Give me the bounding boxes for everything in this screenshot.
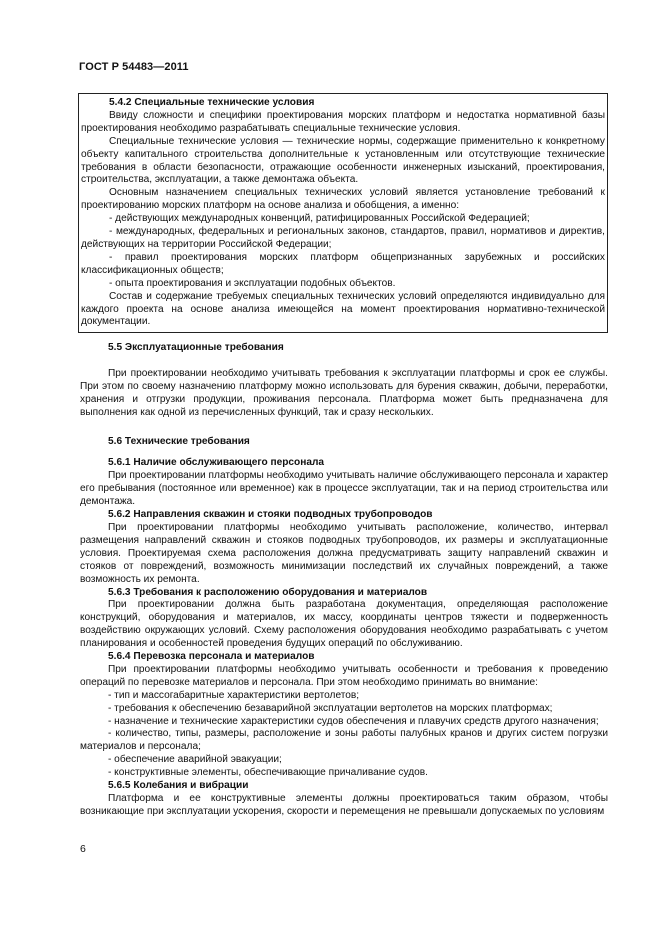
- paragraph: При проектировании платформы необходимо учитывать наличие обслуживающего персонала и характер его пребывания (постоянное или временное) как в процессе эксплуатации, так и на период строительства или демонтажа.: [80, 470, 608, 508]
- section-heading: 5.6.3 Требования к расположению оборудования и материалов: [108, 586, 428, 598]
- page-number: 6: [80, 843, 86, 855]
- paragraph: При проектировании должна быть разработана документация, определяющая расположение конструкций, оборудования и материалов, их массу, координаты центров тяжести и подверженность воздействию окружающих условий. Схему расположения оборудования необходимо разрабатывать с учетом планирования и особенностей проведения будущих операций по обслуживанию.: [80, 599, 608, 650]
- main-text: [80, 342, 608, 819]
- section-heading: 5.6.4 Перевозка персонала и материалов: [108, 651, 315, 663]
- list-item: - количество, типы, размеры, расположение и зоны работы палубных кранов и других систем погрузки материалов и персонала;: [80, 728, 608, 753]
- section-heading: 5.4.2 Специальные технические условия: [109, 97, 315, 108]
- list-item: - назначение и технические характеристики судов обеспечения и плавучих средств другого назначения;: [108, 715, 599, 727]
- list-item: - обеспечение аварийной эвакуации;: [108, 754, 282, 766]
- paragraph: Платформа и ее конструктивные элементы должны проектироваться таким образом, чтобы возникающие при эксплуатации ускорения, скорости и перемещения не превышали допускаемых по условиям: [80, 793, 608, 817]
- amendment-box-section-5-4-2: [78, 93, 608, 333]
- list-item: - правил проектирования морских платформ общепризнанных зарубежных и российских классификационных обществ;: [81, 251, 605, 276]
- paragraph: Состав и содержание требуемых специальных технических условий определяются индивидуально для каждого проекта на основе анализа имеющейся на момент проектирования нормативно-технической документации.: [81, 290, 605, 328]
- paragraph: Основным назначением специальных технических условий является установление требований к проектированию морских платформ на основе анализа и обобщения, а именно:: [81, 187, 605, 212]
- document-id-header: ГОСТ Р 54483—2011: [79, 61, 189, 73]
- section-heading: 5.6.2 Направления скважин и стояки подводных трубопроводов: [108, 509, 433, 521]
- section-heading: 5.6.1 Наличие обслуживающего персонала: [108, 457, 325, 469]
- section-heading: 5.6.5 Колебания и вибрации: [108, 780, 249, 792]
- section-heading: 5.6 Технические требования: [108, 435, 250, 447]
- list-item: - опыта проектирования и эксплуатации подобных объектов.: [109, 277, 396, 289]
- section-heading: 5.5 Эксплуатационные требования: [108, 342, 284, 353]
- list-item: - требования к обеспечению безаварийной эксплуатации вертолетов на морских платформах;: [108, 702, 553, 714]
- list-item: - действующих международных конвенций, ратифицированных Российской Федерацией;: [109, 213, 530, 225]
- list-item: - тип и массогабаритные характеристики вертолетов;: [108, 689, 360, 701]
- list-item: - международных, федеральных и региональных законов, стандартов, правил, нормативов и директив, действующих на территории Российской Федерации;: [81, 226, 605, 250]
- list-item: - конструктивные элементы, обеспечивающие причаливание судов.: [108, 767, 428, 779]
- paragraph: При проектировании платформы необходимо учитывать особенности и требования к проведению операций по перевозке материалов и персонала. При этом необходимо принимать во внимание:: [80, 663, 608, 688]
- paragraph: Ввиду сложности и специфики проектирования морских платформ и недостатка нормативной базы проектирования необходимо разрабатывать специальные технические условия.: [81, 109, 605, 134]
- paragraph: Специальные технические условия — технические нормы, содержащие применительно к конкретному объекту капитального строительства дополнительные к установленным или отсутствующие технические требования в области безопасности, отражающие особенности инженерных изысканий, проектирования, строительства, эксплуатации, а также демонтажа объекта.: [81, 135, 605, 186]
- paragraph: При проектировании платформы необходимо учитывать расположение, количество, интервал размещения направлений скважин и стояков подводных трубопроводов, их размеры и эксплуатационные условия. Проектируемая схема расположения должна предусматривать защиту направлений скважин и стояков от повреждений, возможность минимизации последствий их случайных повреждений, а также возможность их ремонта.: [80, 521, 608, 585]
- paragraph: При проектировании необходимо учитывать требования к эксплуатации платформы и срок ее службы. При этом по своему назначению платформу можно использовать для бурения скважин, добычи, переработки, хранения и отгрузки продукции, проживания персонала. Платформа может быть предназначена для выполнения как одной из перечисленных функций, так и сразу нескольких.: [80, 367, 608, 418]
